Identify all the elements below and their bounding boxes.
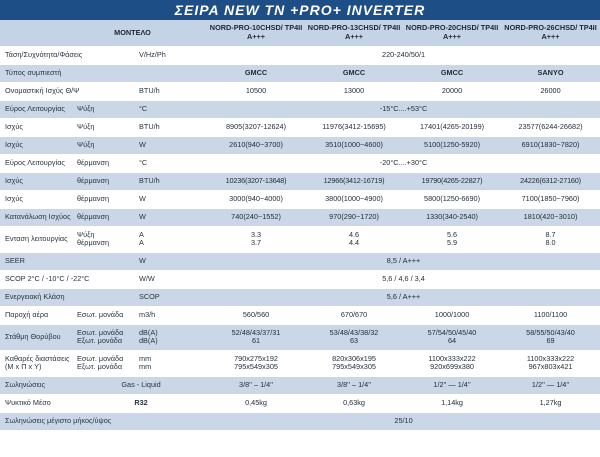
indoor-unit: Εσωτ. μονάδα	[77, 353, 124, 363]
row-unit-type: Εσωτ. μονάδα	[75, 306, 137, 324]
cell-value: GMCC	[305, 64, 403, 82]
row-label: Σωληνώσεις	[0, 376, 75, 394]
row-label: Παροχή αέρα	[0, 306, 75, 324]
row-power-supply	[0, 46, 600, 64]
row-mode: θέρμανση	[75, 172, 137, 190]
row-current	[0, 226, 600, 252]
value: 63	[349, 336, 359, 345]
cell-value: 23577(6244-26682)	[501, 118, 600, 136]
row-unit	[137, 324, 207, 350]
cell-value	[501, 226, 600, 252]
row-power-consumption	[0, 208, 600, 226]
cell-value	[207, 226, 305, 252]
model-name: NORD-PRO-13CHSD/ TP4II A+++	[305, 20, 403, 46]
value: 795x549x305	[234, 362, 278, 371]
cell-value: 13000	[305, 82, 403, 100]
cell-value: 1/2'' — 1/4''	[501, 376, 600, 394]
unit: A	[139, 229, 144, 239]
row-unit-type	[75, 324, 137, 350]
header-row	[0, 20, 600, 46]
row-unit: BTU/h	[137, 82, 207, 100]
row-label: SCOP 2°C / -10°C / -22°C	[0, 270, 137, 288]
cell-value: 12966(3412-16719)	[305, 172, 403, 190]
row-cooling-btu	[0, 118, 600, 136]
row-mode: θέρμανση	[75, 190, 137, 208]
row-dimensions	[0, 350, 600, 376]
unit: dB(A)	[139, 327, 158, 337]
row-value: 8,5 / A+++	[207, 252, 600, 270]
row-mode: θέρμανση	[75, 154, 137, 172]
row-label: Τάση/Συχνότητα/Φάσεις	[0, 46, 137, 64]
row-label: Ενταση λειτουργίας	[0, 226, 75, 252]
cell-value: 3000(940~4000)	[207, 190, 305, 208]
value: 4.4	[348, 238, 360, 247]
label-line: Καθαρές διαστάσεις	[5, 353, 70, 363]
cell-value: 5800(1250-6690)	[403, 190, 501, 208]
value: 3.7	[250, 238, 262, 247]
row-value: 5,6 / A+++	[207, 288, 600, 306]
row-unit: W/W	[137, 270, 207, 288]
value: 57/54/50/45/40	[427, 327, 477, 337]
row-mode	[75, 226, 137, 252]
row-value: 220-240/50/1	[207, 46, 600, 64]
value: 5.9	[446, 238, 458, 247]
cell-value	[207, 350, 305, 376]
cell-value: 8905(3207-12624)	[207, 118, 305, 136]
row-heating-range	[0, 154, 600, 172]
model-name: NORD-PRO-20CHSD/ TP4II A+++	[403, 20, 501, 46]
row-unit	[137, 226, 207, 252]
model-name: NORD-PRO-26CHSD/ TP4II A+++	[501, 20, 600, 46]
row-label: Ισχύς	[0, 172, 75, 190]
row-label: SEER	[0, 252, 137, 270]
value: 790x275x192	[234, 353, 278, 363]
row-refrigerant	[0, 394, 600, 412]
value: 820x306x195	[332, 353, 376, 363]
cell-value: 1,14kg	[403, 394, 501, 412]
row-unit: SCOP	[137, 288, 207, 306]
row-energy-class	[0, 288, 600, 306]
value: 52/48/43/37/31	[231, 327, 281, 337]
cell-value	[403, 324, 501, 350]
cell-value: 970(290~1720)	[305, 208, 403, 226]
cell-value	[403, 350, 501, 376]
cell-value: 3800(1000~4900)	[305, 190, 403, 208]
value: 8.0	[545, 238, 556, 247]
row-unit: V/Hz/Ph	[137, 46, 207, 64]
value: 3.3	[250, 229, 262, 239]
cell-value: GMCC	[403, 64, 501, 82]
row-label: Ενεργειακή Κλάση	[0, 288, 137, 306]
cell-value: 1/2'' — 1/4''	[403, 376, 501, 394]
cell-value: 0,45kg	[207, 394, 305, 412]
row-label: Κατανάλωση Ισχύος	[0, 208, 75, 226]
cell-value	[403, 226, 501, 252]
row-unit: °C	[137, 154, 207, 172]
value: 69	[546, 336, 555, 345]
row-unit: W	[137, 252, 207, 270]
unit: mm	[139, 362, 152, 371]
row-label: Ονομαστική Ισχύς Θ/Ψ	[0, 82, 137, 100]
cell-value: 3510(1000~4600)	[305, 136, 403, 154]
row-mode: Ψύξη	[75, 118, 137, 136]
cell-value: 1100/1100	[501, 306, 600, 324]
row-unit-type	[75, 350, 137, 376]
indoor-unit: Εσωτ. μονάδα	[77, 327, 124, 337]
value: 4.6	[348, 229, 360, 239]
row-seer	[0, 252, 600, 270]
cell-value: 7100(1850~7960)	[501, 190, 600, 208]
cell-value: 3/8'' – 1/4''	[207, 376, 305, 394]
refrigerant-type: R32	[75, 394, 207, 412]
cell-value	[305, 226, 403, 252]
series-banner: ΣΕΙΡΑ NEW TN +PRO+ INVERTER	[0, 0, 600, 20]
value: 64	[447, 336, 457, 345]
row-noise-level	[0, 324, 600, 350]
row-unit: W	[137, 136, 207, 154]
row-unit: BTU/h	[137, 172, 207, 190]
unit: dB(A)	[139, 336, 158, 345]
row-label: Εύρος Λειτουργίας	[0, 100, 75, 118]
row-label: Εύρος Λειτουργίας	[0, 154, 75, 172]
row-label: Τύπος συμπιεστή	[0, 64, 207, 82]
row-label: Ισχύς	[0, 136, 75, 154]
row-unit: BTU/h	[137, 118, 207, 136]
cell-value: 1,27kg	[501, 394, 600, 412]
model-label: ΜΟΝΤΕΛΟ	[0, 20, 207, 46]
row-unit	[137, 350, 207, 376]
outdoor-unit: Εξωτ. μονάδα	[77, 362, 123, 371]
value: 1100x333x222	[428, 353, 476, 363]
row-value: -20°C....+30°C	[207, 154, 600, 172]
row-unit: m3/h	[137, 306, 207, 324]
row-heating-w	[0, 190, 600, 208]
cell-value: 740(240~1552)	[207, 208, 305, 226]
cell-value: 3/8'' – 1/4''	[305, 376, 403, 394]
value: 920x699x380	[430, 362, 474, 371]
outdoor-unit: Εξωτ. μονάδα	[77, 336, 123, 345]
cell-value: 17401(4265-20199)	[403, 118, 501, 136]
row-cooling-range	[0, 100, 600, 118]
unit: A	[139, 238, 144, 247]
cell-value: GMCC	[207, 64, 305, 82]
row-mode: θέρμανση	[75, 208, 137, 226]
value: 967x803x421	[528, 362, 573, 371]
row-nominal-capacity	[0, 82, 600, 100]
row-unit: W	[137, 190, 207, 208]
row-scop	[0, 270, 600, 288]
cell-value	[207, 324, 305, 350]
cell-value: 1330(340-2540)	[403, 208, 501, 226]
row-compressor	[0, 64, 600, 82]
cell-value: 1810(420~3010)	[501, 208, 600, 226]
row-piping	[0, 376, 600, 394]
unit: mm	[139, 353, 152, 363]
cell-value: 26000	[501, 82, 600, 100]
cell-value: 11976(3412-15695)	[305, 118, 403, 136]
cell-value	[305, 350, 403, 376]
row-unit: °C	[137, 100, 207, 118]
cell-value: 1000/1000	[403, 306, 501, 324]
cell-value: 0,63kg	[305, 394, 403, 412]
value: 58/55/50/43/40	[526, 327, 575, 337]
row-cooling-w	[0, 136, 600, 154]
spec-table	[0, 20, 600, 431]
model-name: NORD-PRO-10CHSD/ TP4II A+++	[207, 20, 305, 46]
value: 1100x333x222	[526, 353, 575, 363]
cell-value: 24226(6312-27160)	[501, 172, 600, 190]
row-value: 5,6 / 4,6 / 3,4	[207, 270, 600, 288]
row-label: Σωληνώσεις μέγιστο μήκος/ύψος	[0, 412, 207, 430]
value: 5.6	[446, 229, 458, 239]
row-value: -15°C....+53°C	[207, 100, 600, 118]
cell-value: 6910(1830~7820)	[501, 136, 600, 154]
row-heating-btu	[0, 172, 600, 190]
cell-value: 2610(940~3700)	[207, 136, 305, 154]
cell-value: 560/560	[207, 306, 305, 324]
cell-value	[501, 350, 600, 376]
row-label: Στάθμη Θορύβου	[0, 324, 75, 350]
label-line: (Μ x Π x Υ)	[5, 362, 42, 371]
row-sub-label: Gas - Liquid	[75, 376, 207, 394]
cell-value	[305, 324, 403, 350]
cell-value	[501, 324, 600, 350]
cell-value: SANYO	[501, 64, 600, 82]
cell-value: 20000	[403, 82, 501, 100]
cell-value: 10500	[207, 82, 305, 100]
row-label: Ισχύς	[0, 190, 75, 208]
row-max-piping	[0, 412, 600, 430]
row-value: 25/10	[207, 412, 600, 430]
value: 61	[251, 336, 261, 345]
row-unit: W	[137, 208, 207, 226]
cell-value: 10236(3207-13648)	[207, 172, 305, 190]
cell-value: 19790(4265-22827)	[403, 172, 501, 190]
cell-value: 5100(1250-5920)	[403, 136, 501, 154]
mode-cooling: Ψύξη	[77, 229, 95, 239]
row-mode: Ψύξη	[75, 136, 137, 154]
cell-value: 670/670	[305, 306, 403, 324]
value: 795x549x305	[332, 362, 376, 371]
row-label	[0, 350, 75, 376]
value: 8.7	[545, 229, 556, 239]
mode-heating: θέρμανση	[77, 238, 110, 247]
row-label: Ισχύς	[0, 118, 75, 136]
row-airflow	[0, 306, 600, 324]
row-mode: Ψύξη	[75, 100, 137, 118]
row-label: Ψυκτικό Μέσο	[0, 394, 75, 412]
value: 53/48/43/38/32	[329, 327, 379, 337]
